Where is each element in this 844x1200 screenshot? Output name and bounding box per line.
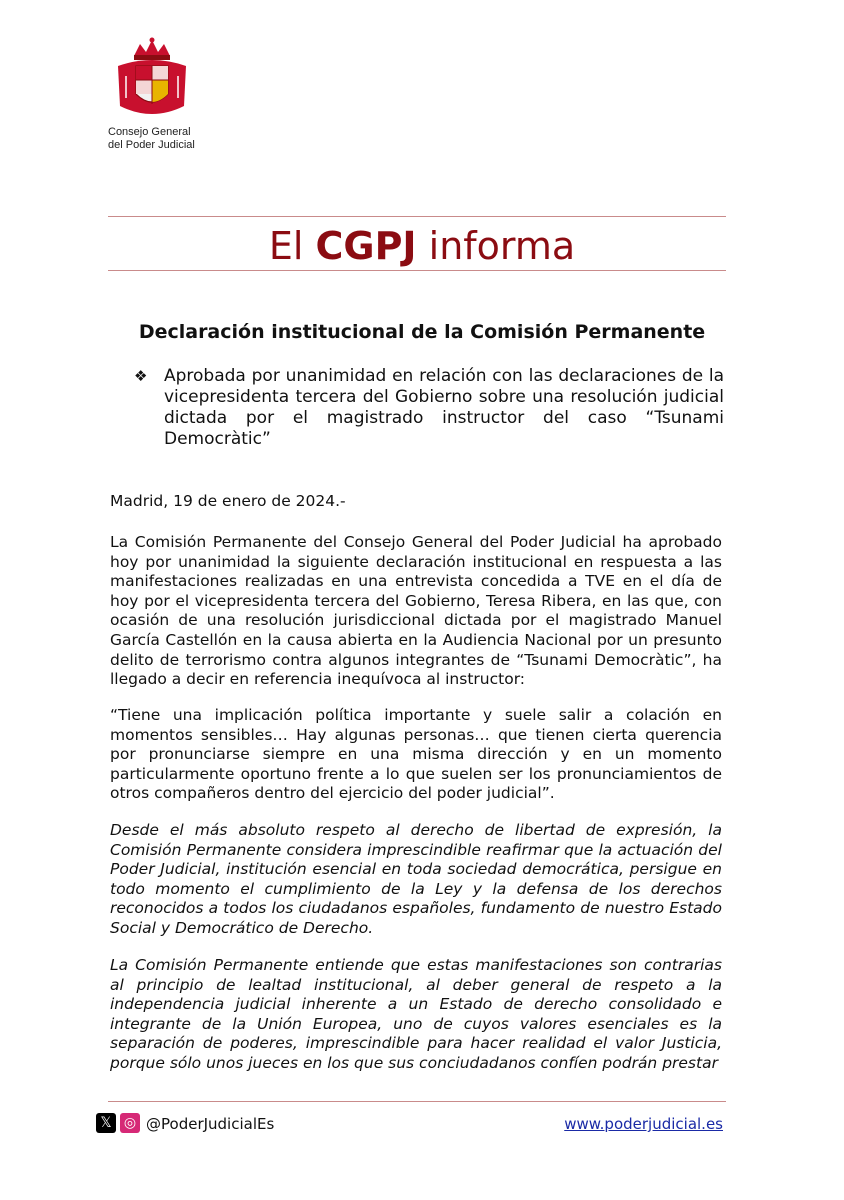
summary-bullet	[134, 366, 724, 450]
cgpj-logo	[108, 36, 198, 152]
header-rule-top	[108, 216, 726, 217]
website-link[interactable]: www.poderjudicial.es	[564, 1115, 723, 1133]
header-rule-bottom	[108, 270, 726, 271]
instagram-icon[interactable]: ◎	[120, 1113, 140, 1133]
heading-emphasis: CGPJ	[315, 224, 417, 268]
org-name-line2: del Poder Judicial	[108, 139, 195, 151]
footer-rule	[108, 1101, 726, 1102]
paragraph-quote: “Tiene una implicación política importante y suele salir a colación en momentos sensibles… Hay algunas personas… que tienen cierta querencia por pronunciarse siempre en una misma dirección y en un momento particularmente oportuno frente a lo que suelen ser los pronunciamientos de otros compañeros dentro del ejercicio del poder judicial”.	[110, 706, 722, 803]
page-heading	[0, 222, 844, 270]
dateline: Madrid, 19 de enero de 2024.-	[110, 492, 346, 510]
document-title: Declaración institucional de la Comisión Permanente	[138, 321, 706, 343]
coat-of-arms-icon	[112, 36, 192, 124]
org-name	[108, 126, 198, 152]
x-icon[interactable]: 𝕏	[96, 1113, 116, 1133]
paragraph-1: La Comisión Permanente del Consejo General del Poder Judicial ha aprobado hoy por unanimidad la siguiente declaración institucional en respuesta a las manifestaciones realizadas en una entrevista concedida a TVE en el día de hoy por el vicepresidenta tercera del Gobierno, Teresa Ribera, en las que, con ocasión de una resolución jurisdiccional dictada por el magistrado Manuel García Castellón en la causa abierta en la Audiencia Nacional por un presunto delito de terrorismo contra algunos integrantes de “Tsunami Democràtic”, ha llegado a decir en referencia inequívoca al instructor:	[110, 533, 722, 689]
org-name-line1: Consejo General	[108, 126, 191, 138]
diamond-bullet-icon: ❖	[134, 367, 148, 385]
summary-bullet-text: Aprobada por unanimidad en relación con las declaraciones de la vicepresidenta tercera del Gobierno sobre una resolución judicial dictada por el magistrado instructor del caso “Tsunami Democràtic”	[164, 366, 724, 449]
heading-prefix: El	[268, 224, 316, 268]
heading-suffix: informa	[416, 224, 576, 268]
social-handle[interactable]: @PoderJudicialEs	[146, 1115, 275, 1133]
paragraph-4: La Comisión Permanente entiende que estas manifestaciones son contrarias al principio de lealtad institucional, al deber general de respeto a la independencia judicial inherente a un Estado de derecho consolidado e integrante de la Unión Europea, uno de cuyos valores esenciales es la separación de poderes, imprescindible para hacer realidad el valor Justicia, porque sólo unos jueces en los que sus conciudadanos confíen podrán prestar	[110, 956, 722, 1072]
paragraph-3: Desde el más absoluto respeto al derecho de libertad de expresión, la Comisión Permanente considera imprescindible reafirmar que la actuación del Poder Judicial, institución esencial en toda sociedad democrática, persigue en todo momento el cumplimiento de la Ley y la defensa de los derechos reconocidos a todos los ciudadanos españoles, fundamento de nuestro Estado Social y Democrático de Derecho.	[110, 821, 722, 937]
social-icons	[96, 1113, 140, 1133]
